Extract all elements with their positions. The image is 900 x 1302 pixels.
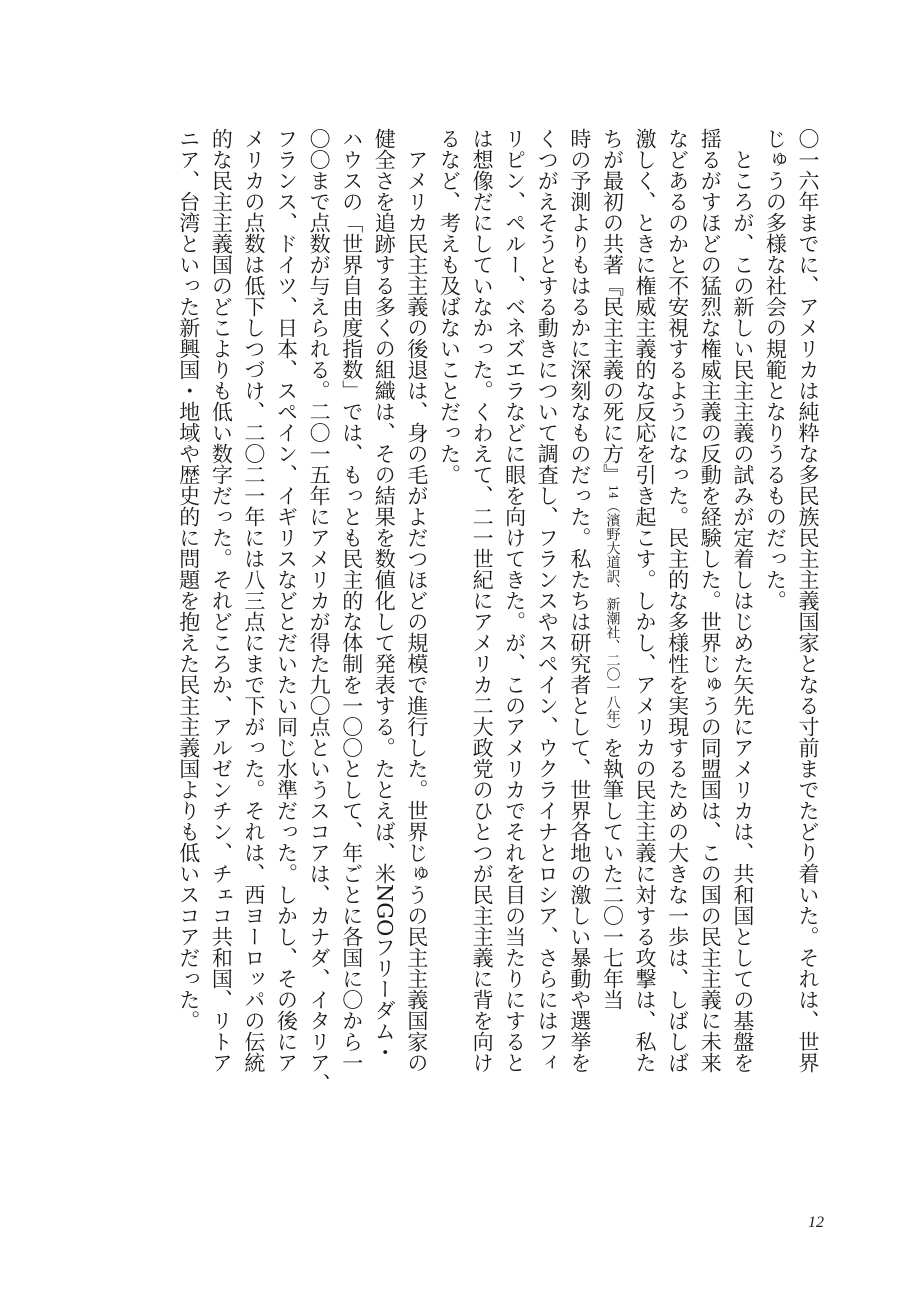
text-line: じゅうの多様な社会の規範となりうるものだった。 [763, 128, 788, 611]
text-line: 揺るがすほどの猛烈な権威主義の反動を経験した。世界じゅうの同盟国は、この国の民主主義に未来 [698, 128, 723, 1073]
text-line: などあるのかと不安視するようになった。民主的な多様性を実現するための大きな一歩は、しばしば [665, 128, 690, 1073]
book-title-text: ちが最初の共著『民主主義の死に方』 [600, 128, 625, 485]
text-line: 時の予測よりもはるかに深刻なものだった。私たちは研究者として、世界各地の激しい暴動や選挙を [567, 128, 592, 1073]
text-line: フランス、ドイツ、日本、スペイン、イギリスなどとだいたい同じ水準だった。しかし、その後にア [274, 128, 299, 1073]
body-text [172, 128, 824, 1128]
text-line: ハウスの「世界自由度指数」では、もっとも民主的な体制を一〇〇として、年ごとに各国に〇から一 [339, 128, 364, 1073]
text-line: 健全さを追跡する多くの組織は、その結果を数値化して発表する。たとえば、米NGOフリーダム・ [372, 128, 397, 1063]
text-line: メリカの点数は低下しつづけ、二〇二一年には八三点にまで下がった。それは、西ヨーロッパの伝統 [241, 128, 266, 1073]
text-line: ニア、台湾といった新興国・地域や歴史的に問題を抱えた民主主義国よりも低いスコアだった。 [176, 128, 201, 1031]
line-continuation: を執筆していた二〇一七年当 [600, 737, 625, 1010]
text-line: 〇〇まで点数が与えられる。二〇一五年にアメリカが得た九〇点というスコアは、カナダ、イタリア、 [307, 128, 332, 1094]
text-line: 的な民主主義国のどこよりも低い数字だった。それどころか、アルゼンチン、チェコ共和国、リトア [209, 128, 234, 1073]
text-line: くつがえそうとする動きについて調査し、フランスやスペイン、ウクライナとロシア、さらにはフィ [535, 128, 560, 1073]
text-line: るなど、考えも及ばないことだった。 [437, 128, 462, 485]
text-line: は想像だにしていなかった。くわえて、二一世紀にアメリカ二大政党のひとつが民主主義に背を向け [470, 128, 495, 1073]
translation-citation: （濱野大道訳、新潮社、二〇一八年） [604, 499, 621, 737]
text-line: アメリカ民主主義の後退は、身の毛がよだつほどの規模で進行した。世界じゅうの民主主義国家の [404, 128, 429, 1073]
page-number: 12 [808, 1214, 824, 1231]
footnote-reference: 14 [606, 485, 620, 499]
text-line: 〇一六年までに、アメリカは純粋な多民族民主主義国家となる寸前までたどり着いた。それは、世界 [796, 128, 820, 1073]
text-line [596, 128, 629, 1128]
text-line: リピン、ペルー、ベネズエラなどに眼を向けてきた。が、このアメリカでそれを目の当たりにすると [502, 128, 527, 1073]
text-line: 激しく、ときに権威主義的な反応を引き起こす。しかし、アメリカの民主主義に対する攻撃は、私た [633, 128, 658, 1073]
text-line: ところが、この新しい民主主義の試みが定着しはじめた矢先にアメリカは、共和国としての基盤を [730, 128, 755, 1073]
